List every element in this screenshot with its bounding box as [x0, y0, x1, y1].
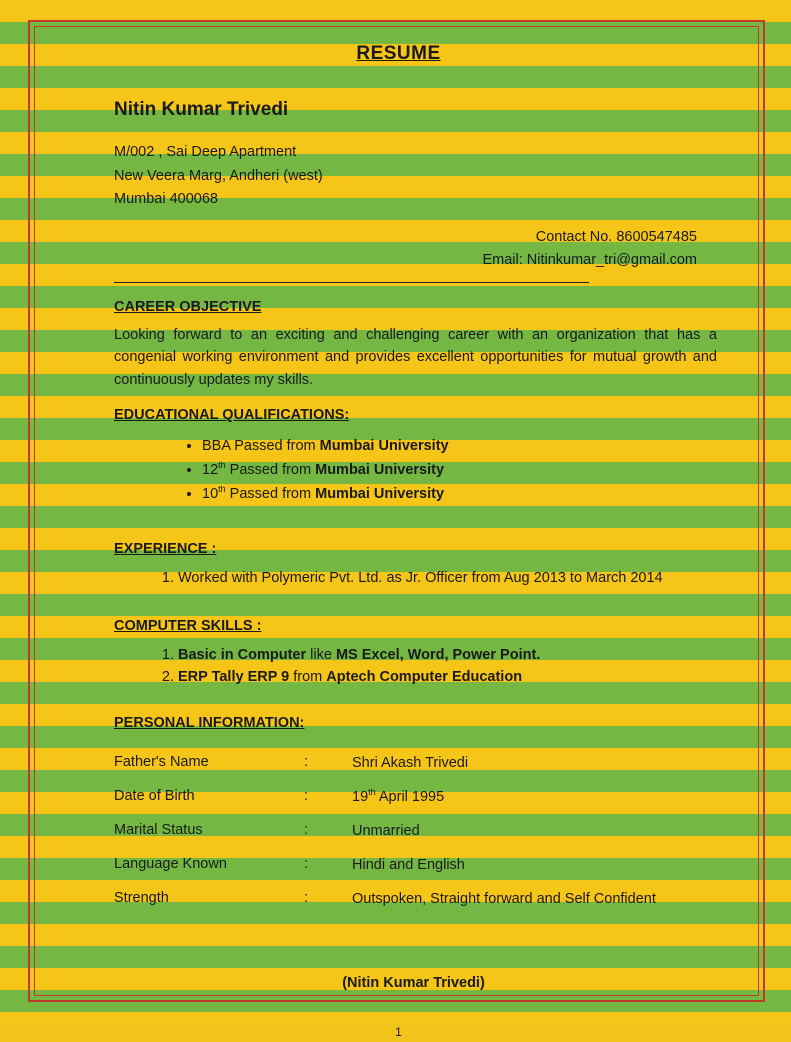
header-divider — [114, 282, 589, 283]
contact-block — [114, 226, 723, 272]
table-row — [114, 780, 723, 814]
list-item — [202, 436, 723, 457]
section-heading-personal-information: PERSONAL INFORMATION: — [114, 715, 305, 732]
personal-label: Marital Status — [114, 821, 203, 838]
address-line-2: New Veera Marg, Andheri (west) — [114, 167, 323, 184]
address-line-3: Mumbai 400068 — [114, 191, 218, 208]
education-item-pre: 10 — [202, 486, 219, 503]
personal-label: Father's Name — [114, 754, 209, 771]
personal-value: Hindi and English — [352, 856, 465, 873]
page-number: 1 — [395, 1025, 402, 1040]
personal-value: Outspoken, Straight forward and Self Confident — [352, 890, 656, 907]
personal-label: Date of Birth — [114, 788, 195, 804]
education-item-bold: Mumbai University — [319, 438, 449, 455]
skill-plain: from — [289, 669, 327, 686]
list-item — [178, 645, 723, 666]
section-heading-career-objective: CAREER OBJECTIVE — [114, 298, 262, 315]
education-item-pre: BBA Passed from — [202, 438, 320, 455]
table-row — [114, 814, 723, 848]
page-title: RESUME — [356, 43, 441, 64]
resume-content — [34, 26, 759, 1040]
personal-colon: : — [304, 754, 309, 771]
personal-label: Strength — [114, 889, 169, 906]
personal-colon: : — [304, 821, 309, 838]
education-item-bold: Mumbai University — [315, 486, 445, 503]
personal-colon: : — [304, 855, 309, 872]
address-line-1: M/002 , Sai Deep Apartment — [114, 144, 297, 161]
signature-line: (Nitin Kumar Trivedi) — [342, 975, 485, 992]
education-item-bold: Mumbai University — [315, 462, 445, 479]
list-item — [178, 667, 723, 688]
education-item-sup: th — [218, 484, 226, 495]
career-objective-text: Looking forward to an exciting and challenging career with an organization that has a congenial working environment and provides excellent opportunities for mutual growth and continuously updates my skills. — [114, 326, 717, 388]
personal-value: Shri Akash Trivedi — [352, 754, 469, 771]
personal-information-table — [114, 746, 723, 915]
education-item-pre: 12 — [202, 462, 219, 479]
list-item — [202, 459, 723, 481]
section-heading-experience: EXPERIENCE : — [114, 541, 217, 558]
section-heading-education: EDUCATIONAL QUALIFICATIONS: — [114, 407, 350, 424]
education-list — [114, 436, 723, 505]
skill-bold-secondary: Aptech Computer Education — [326, 669, 523, 686]
skill-bold-primary: ERP Tally ERP 9 — [178, 669, 290, 686]
table-row — [114, 848, 723, 882]
list-item — [202, 483, 723, 505]
section-heading-computer-skills: COMPUTER SKILLS : — [114, 618, 262, 635]
skill-plain: like — [306, 647, 336, 664]
education-item-mid: Passed from — [225, 486, 316, 503]
personal-colon: : — [304, 889, 309, 906]
personal-value: Unmarried — [352, 822, 420, 839]
education-item-mid: Passed from — [225, 462, 316, 479]
skill-bold-secondary: MS Excel, Word, Power Point. — [335, 647, 541, 664]
contact-number: Contact No. 8600547485 — [535, 228, 697, 245]
table-row — [114, 746, 723, 780]
education-item-sup: th — [218, 460, 226, 471]
personal-colon: : — [304, 788, 309, 804]
email-address: Email: Nitinkumar_tri@gmail.com — [482, 251, 697, 268]
table-row — [114, 882, 723, 916]
personal-label: Language Known — [114, 855, 227, 872]
list-item: 1. Worked with Polymeric Pvt. Ltd. as Jr. Officer from Aug 2013 to March 2014 — [178, 568, 723, 589]
experience-list — [114, 568, 723, 589]
personal-value: 19th April 1995 — [352, 787, 445, 805]
computer-skills-list — [114, 645, 723, 688]
candidate-name: Nitin Kumar Trivedi — [114, 98, 289, 120]
skill-bold-primary: Basic in Computer — [178, 647, 307, 664]
